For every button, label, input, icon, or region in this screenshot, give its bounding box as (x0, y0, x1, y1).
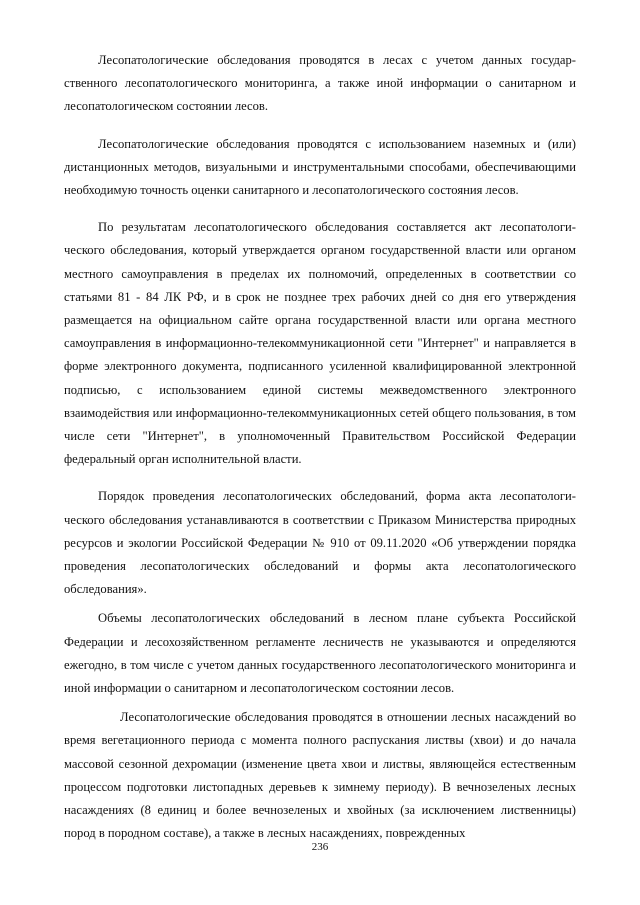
paragraph-survey-methods: Лесопатологические обследования проводятся с использованием наземных и (или) дистанционных методов, визуальными и инструментальными способами, обеспечивающими необходимую точность оценки санитарного и лесопатологического состояния лесов. (64, 136, 576, 198)
paragraph-survey-act: По результатам лесопатологического обследования составляется акт лесопатологического обследования, который утверждается органом государственной власти или органом местного самоуправления в пределах их полномочий, определенных в соответствии со статьями 81 - 84 ЛК РФ, и в срок не позднее трех рабочих дней со дня его утверждения размещается на официальном сайте органа государственной власти или органа местного самоуправления в информационно-телекоммуникационной сети "Интернет" и направляется в форме электронного документа, подписанного усиленной квалифицированной электронной подписью, с использованием единой системы межведомственного электронного взаимодействия или информационно-телекоммуникационных сетей общего пользования, в том числе сети "Интернет", в уполномоченный Правительством Российской Федерации федеральный орган исполнительной власти. (64, 220, 576, 467)
paragraph-survey-procedure: Порядок проведения лесопатологических обследований, форма акта лесопатологического обследования устанавливаются в соответствии с Приказом Министерства природных ресурсов и экологии Российской Федерации № 910 от 09.11.2020 «Об утверждении порядка проведения лесопатологических обследований и формы акта лесопатологического обследования». (64, 489, 576, 597)
page-number: 236 (311, 841, 329, 853)
paragraph-survey-timing: Лесопатологические обследования проводятся в отношении лесных насаждений во время вегетационного периода с момента полного распускания листвы (хвои) и до начала массовой сезонной дехромации (изменение цвета хвои и листвы, являющейся естественным процессом подготовки листопадных деревьев к зимнему периоду). В вечнозеленых лесных насаждениях (8 единиц и более вечнозеленых и хвойных (за исключением лиственницы) пород в породном составе), а также в лесных насаждениях, поврежденных (64, 710, 576, 841)
paragraph-survey-volumes: Объемы лесопатологических обследований в лесном плане субъекта Российской Федерации и лесохозяйственном регламенте лесничеств не указываются и определяются ежегодно, в том числе с учетом данных государственного лесопатологического мониторинга и иной информации о санитарном и лесопатологическом состоянии лесов. (64, 611, 576, 696)
paragraph-survey-basis: Лесопатологические обследования проводятся в лесах с учетом данных государственного лесопатологического мониторинга, а также иной информации о санитарном и лесопатологическом состоянии лесов. (64, 53, 576, 114)
